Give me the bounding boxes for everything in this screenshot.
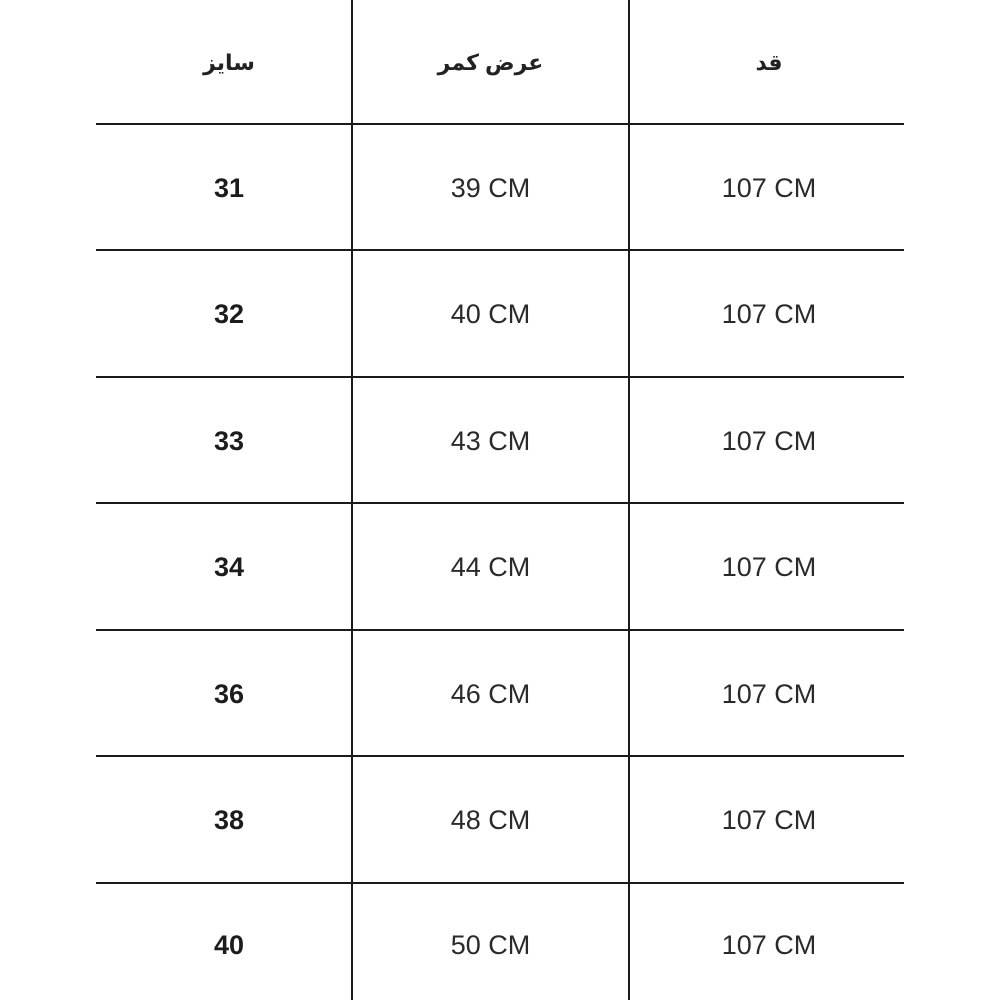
table-row [96,631,904,757]
waist-cell: 39 CM [450,172,531,203]
waist-cell: 46 CM [450,678,531,709]
header-size: سایز [203,50,255,75]
table-row [96,504,904,630]
table-header-row [96,0,904,126]
table-row [96,125,904,251]
size-cell: 40 [213,929,245,960]
length-cell: 107 CM [721,425,817,456]
size-cell: 34 [213,551,245,582]
waist-cell: 43 CM [450,425,531,456]
length-cell: 107 CM [721,804,817,835]
size-cell: 33 [213,425,245,456]
length-cell: 107 CM [721,298,817,329]
waist-cell: 50 CM [450,929,531,960]
size-cell: 38 [213,804,245,835]
size-chart-table [96,0,904,1000]
length-cell: 107 CM [721,678,817,709]
table-row [96,378,904,504]
size-cell: 31 [213,172,245,203]
size-cell: 36 [213,678,245,709]
table-row [96,251,904,377]
header-length: قد [755,50,783,75]
waist-cell: 44 CM [450,551,531,582]
length-cell: 107 CM [721,551,817,582]
waist-cell: 48 CM [450,804,531,835]
length-cell: 107 CM [721,172,817,203]
table-row [96,882,904,1008]
length-cell: 107 CM [721,929,817,960]
waist-cell: 40 CM [450,298,531,329]
table-row [96,757,904,883]
header-waist-width: عرض کمر [437,50,544,75]
size-cell: 32 [213,298,245,329]
